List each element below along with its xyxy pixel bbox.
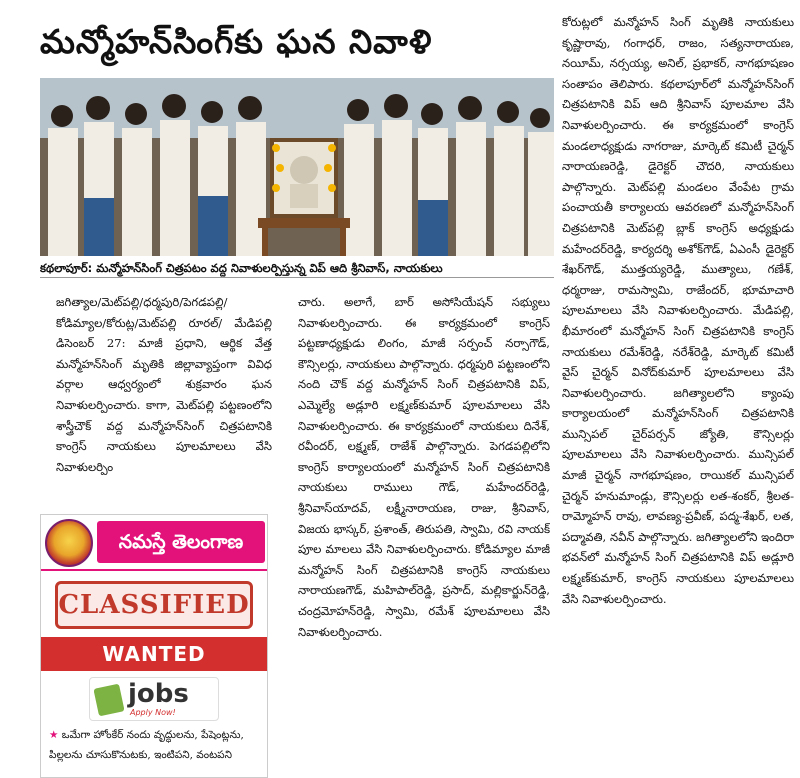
photo-caption: కథలాపూర్‌: మన్మోహన్‌సింగ్ చిత్రపటం వద్ద నివాళులర్పిస్తున్న విప్ ఆది శ్రీనివాస్‌, నాయకులు: [40, 258, 554, 278]
article-photo: [40, 78, 554, 256]
column-1-text: జగిత్యాల/మెట్‌పల్లి/ధర్మపురి/పెగడపల్లి/కోడిమ్యాల/కోరుట్ల/మెట్‌పల్లి రూరల్‌/ మేడిపల్లి డిసెంబర్‌ 27: మాజీ ప్రధాని, ఆర్థిక వేత్త మన్మోహన్‌సింగ్ మృతికి జిల్లావ్యాప్తంగా వివిధ వర్గాల ఆధ్వర్యంలో శుక్రవారం ఘన నివాళులర్పించారు. కాగా, మెట్‌పల్లి పట్టణంలోని శాస్త్రీచౌక్ వద్ద మన్మోహన్‌సింగ్ చిత్రపటానికి కాంగ్రెస్ నాయకులు పూలమాలలు వేసి నివాళులర్పిం: [56, 295, 272, 474]
ad-classified-label: CLASSIFIED: [55, 581, 253, 629]
article-column-3: [562, 12, 794, 754]
jobs-cash-icon: [93, 684, 124, 717]
ad-listing-text: ఒమేగా హోంకేర్ నందు వృద్ధులను, పేషెంట్లను, పిల్లలను చూసుకొనుటకు, ఇంటిపని, వంటపని: [49, 729, 244, 761]
column-2-text: చారు. అలాగే, బార్ అసోసియేషన్ సభ్యులు నివాళులర్పించారు. ఈ కార్యక్రమంలో కాంగ్రెస్ పట్టణాధ్యక్షుడు లింగం, మాజీ సర్పంచ్ నర్సాగౌడ్‌, కౌన్సిలర్లు, నాయకులు పాల్గొన్నారు. ధర్మపురి పట్టణంలోని నంది చౌక్ వద్ద మన్మోహన్ సింగ్ చిత్రపటానికి విప్, ఎమ్మెల్యే అడ్లూరి లక్ష్మణ్‌కుమార్‌ పూలమాలలు వేసి నివాళులర్పించారు. ఈ కార్యక్రమంలో నాయకులు దినేశ్‌, రవీందర్‌, లక్ష్మణ్‌, రాజేశ్‌ పాల్గొన్నారు. పెగడపల్లిలోని కాంగ్రెస్ కార్యాలయంలో మన్మోహన్ సింగ్ చిత్రపటానికి నాయకులు రాములు గౌడ్‌, మహేందర్‌రెడ్డి, శ్రీనివాస్‌యాదవ్‌, లక్ష్మీనారాయణ, రాజు, శ్రీనివాస్‌, విజయ భాస్కర్‌, ప్రశాంత్‌, తిరుపతి, స్వామి, రవి నాయక్‌ పూల మాలలు వేసి నివాళులర్పించారు. కోడిమ్యాల మాజీ మన్మోహన్ సింగ్ చిత్రపటానికి కాంగ్రెస్ నాయకులు నారాయణగౌడ్‌, మహిపాల్‌రెడ్డి, ప్రసాద్‌, మల్లికార్జున్‌రెడ్డి, చంద్రమోహన్‌రెడ్డి, స్వామి, రమేశ్‌ పూలమాలలు వేసి నివాళులర్పించారు.: [298, 295, 550, 639]
jobs-tagline: Apply Now!: [130, 708, 176, 717]
ad-wanted-banner: WANTED: [41, 637, 267, 671]
emblem-logo-icon: [45, 519, 93, 567]
article-column-2: [298, 292, 550, 754]
star-icon: ★: [49, 729, 59, 741]
ad-listing: [41, 721, 267, 765]
article-headline: మన్మోహన్‌సింగ్‌కు ఘన నివాళి: [40, 22, 433, 61]
crowd-illustration: [40, 78, 554, 256]
ad-brand-name: నమస్తే తెలంగాణ: [97, 521, 265, 563]
ad-header: [41, 515, 267, 571]
jobs-word: jobs: [128, 679, 189, 709]
classified-ad[interactable]: [40, 514, 268, 778]
column-3-text: కోరుట్లలో మన్మోహన్ సింగ్ మృతికి నాయకులు కృష్ణారావు, గంగాధర్‌, రాజం, సత్యనారాయణ, నయీమ్‌, నర్సయ్య, అనిల్‌, ప్రభాకర్‌, నాగభూషణం సంతాపం తెలిపారు. కథలాపూర్‌లో మన్మోహన్‌సింగ్ చిత్రపటానికి విప్ ఆది శ్రీనివాస్ పూలమాల వేసి నివాళులర్పించారు. ఈ కార్యక్రమంలో కాంగ్రెస్ మండలాధ్యక్షుడు నాగరాజు, మార్కెట్ కమిటీ చైర్మన్‌ నారాయణరెడ్డి, డైరెక్టర్ చౌదరి, నాయకులు పాల్గొన్నారు. మెట్‌పల్లి మండలం వేంపేట గ్రామ పంచాయతీ కార్యాలయ ఆవరణలో మన్మోహన్‌సింగ్ చిత్రపటానికి మెట్‌పల్లి బ్లాక్ కాంగ్రెస్ అధ్యక్షుడు మహేందర్‌రెడ్డి, కార్యదర్శి అశోక్‌గౌడ్‌, ఏఎంసీ డైరెక్టర్ శేఖర్‌గౌడ్‌, ముత్తయ్యరెడ్డి, ముత్యాలు, గణేశ్‌, ధర్మరాజు, రామస్వామి, రాజేందర్‌, భూమాచారి పూలమాలలు వేసి నివాళులర్పించారు. మేడిపల్లి, భీమారంలో మన్మోహన్ సింగ్ చిత్రపటానికి కాంగ్రెస్ నాయకులు రమేశ్‌రెడ్డి, నరేశ్‌రెడ్డి, మార్కెట్ కమిటీ వైస్ చైర్మన్‌ వినోద్‌కుమార్‌ పూలమాలలు వేసి నివాళులర్పించారు. జగిత్యాలలోని క్యాంపు కార్యాలయంలో మన్మోహన్‌సింగ్ చిత్రపటానికి మున్సిపల్ చైర్‌పర్సన్‌ జ్యోతి, కౌన్సిలర్లు పూలమాలలు వేసి నివాళులర్పించారు. మున్సిపల్ మాజీ చైర్మన్ నాగభూషణం, రాయికల్ మున్సిపల్ చైర్మన్ హనుమాండ్లు, కౌన్సిలర్లు లత-శంకర్‌, శ్రీలత-రామ్మోహన్ రావు, లావణ్య-ప్రవీణ్‌, పద్మ-శేఖర్‌, లత, పద్మావతి, నవీన్ పాల్గొన్నారు. జగిత్యాలలోని ఇందిరా భవన్‌లో మన్మోహన్ సింగ్ చిత్రపటానికి విప్ అడ్లూరి లక్ష్మణ్‌కుమార్‌, కాంగ్రెస్ నాయకులు పూలమాలలు వేసి నివాళులర్పించారు.: [562, 15, 794, 606]
article-column-1: [56, 292, 272, 504]
jobs-logo: [89, 677, 219, 721]
